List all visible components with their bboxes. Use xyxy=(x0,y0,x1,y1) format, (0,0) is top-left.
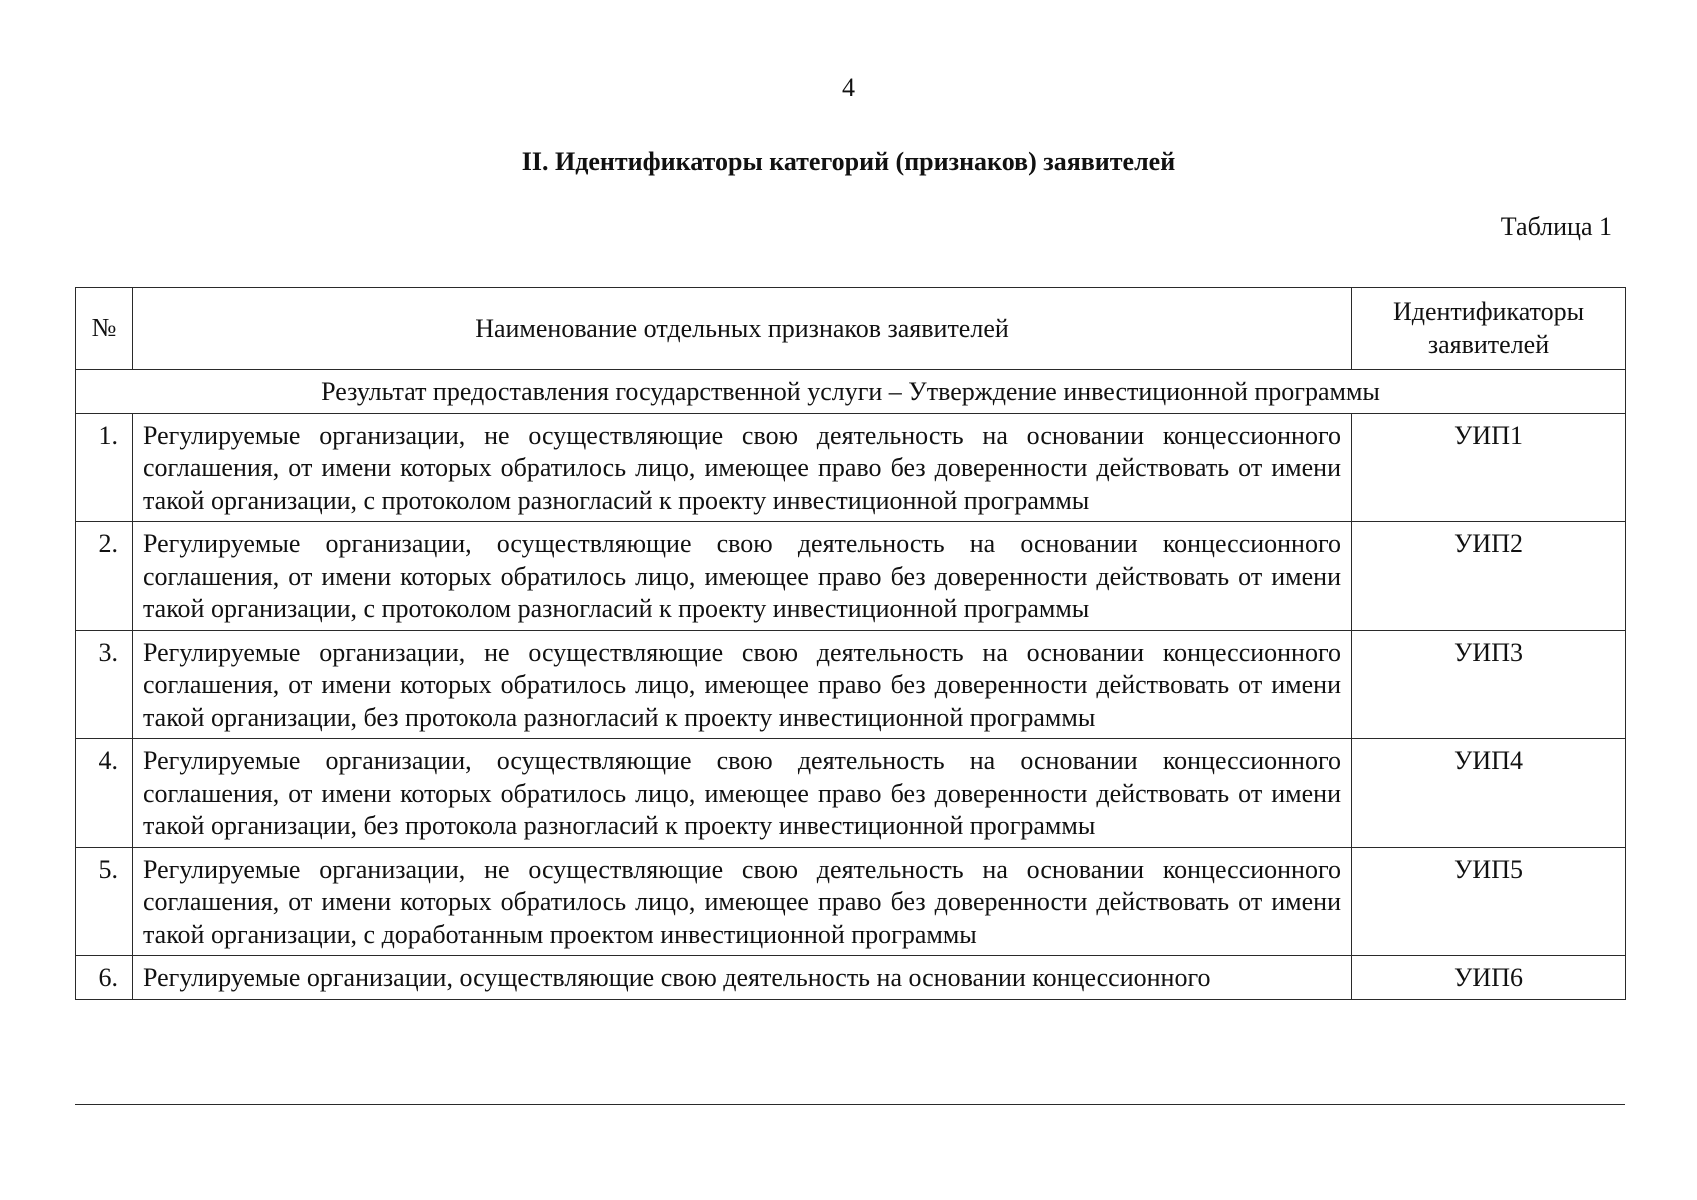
table-header-row xyxy=(76,288,1626,370)
row-description: Регулируемые организации, осуществляющие свою деятельность на основании концессионного соглашения, от имени которых обратилось лицо, имеющее право без доверенности действовать от имени такой организации, без протокола разногласий к проекту инвестиционной программы xyxy=(133,739,1352,848)
row-number: 2. xyxy=(76,522,133,631)
page-number: 4 xyxy=(842,73,855,102)
row-identifier: УИП3 xyxy=(1352,630,1626,739)
table-page-break-border xyxy=(75,1104,1625,1105)
row-description: Регулируемые организации, осуществляющие свою деятельность на основании концессионного соглашения, от имени которых обратилось лицо, имеющее право без доверенности действовать от имени такой организации, с протоколом разногласий к проекту инвестиционной программы xyxy=(133,522,1352,631)
page-bottom-margin xyxy=(0,1105,1697,1200)
row-identifier: УИП2 xyxy=(1352,522,1626,631)
section-title: II. Идентификаторы категорий (признаков) заявителей xyxy=(521,147,1176,176)
row-number: 4. xyxy=(76,739,133,848)
row-description: Регулируемые организации, не осуществляющие свою деятельность на основании концессионного соглашения, от имени которых обратилось лицо, имеющее право без доверенности действовать от имени такой организации, без протокола разногласий к проекту инвестиционной программы xyxy=(133,630,1352,739)
row-description: Регулируемые организации, не осуществляющие свою деятельность на основании концессионного соглашения, от имени которых обратилось лицо, имеющее право без доверенности действовать от имени такой организации, с доработанным проектом инвестиционной программы xyxy=(133,847,1352,956)
header-number: № xyxy=(76,288,133,370)
row-number: 3. xyxy=(76,630,133,739)
header-identifier: Идентификаторы заявителей xyxy=(1352,288,1626,370)
header-name: Наименование отдельных признаков заявителей xyxy=(133,288,1352,370)
row-description: Регулируемые организации, не осуществляющие свою деятельность на основании концессионного соглашения, от имени которых обратилось лицо, имеющее право без доверенности действовать от имени такой организации, с протоколом разногласий к проекту инвестиционной программы xyxy=(133,413,1352,522)
row-number: 1. xyxy=(76,413,133,522)
table-row xyxy=(76,522,1626,631)
table-row xyxy=(76,630,1626,739)
row-identifier: УИП1 xyxy=(1352,413,1626,522)
row-identifier: УИП6 xyxy=(1352,956,1626,1000)
group-title: Результат предоставления государственной услуги – Утверждение инвестиционной программы xyxy=(76,370,1626,414)
row-number: 5. xyxy=(76,847,133,956)
table-row xyxy=(76,847,1626,956)
table-row xyxy=(76,956,1626,1000)
table-row xyxy=(76,739,1626,848)
table-caption: Таблица 1 xyxy=(1500,212,1612,241)
table-row xyxy=(76,413,1626,522)
applicant-identifiers-table xyxy=(75,287,1626,1000)
row-number: 6. xyxy=(76,956,133,1000)
row-description: Регулируемые организации, осуществляющие свою деятельность на основании концессионного xyxy=(133,956,1352,1000)
table-group-row xyxy=(76,370,1626,414)
row-identifier: УИП5 xyxy=(1352,847,1626,956)
row-identifier: УИП4 xyxy=(1352,739,1626,848)
